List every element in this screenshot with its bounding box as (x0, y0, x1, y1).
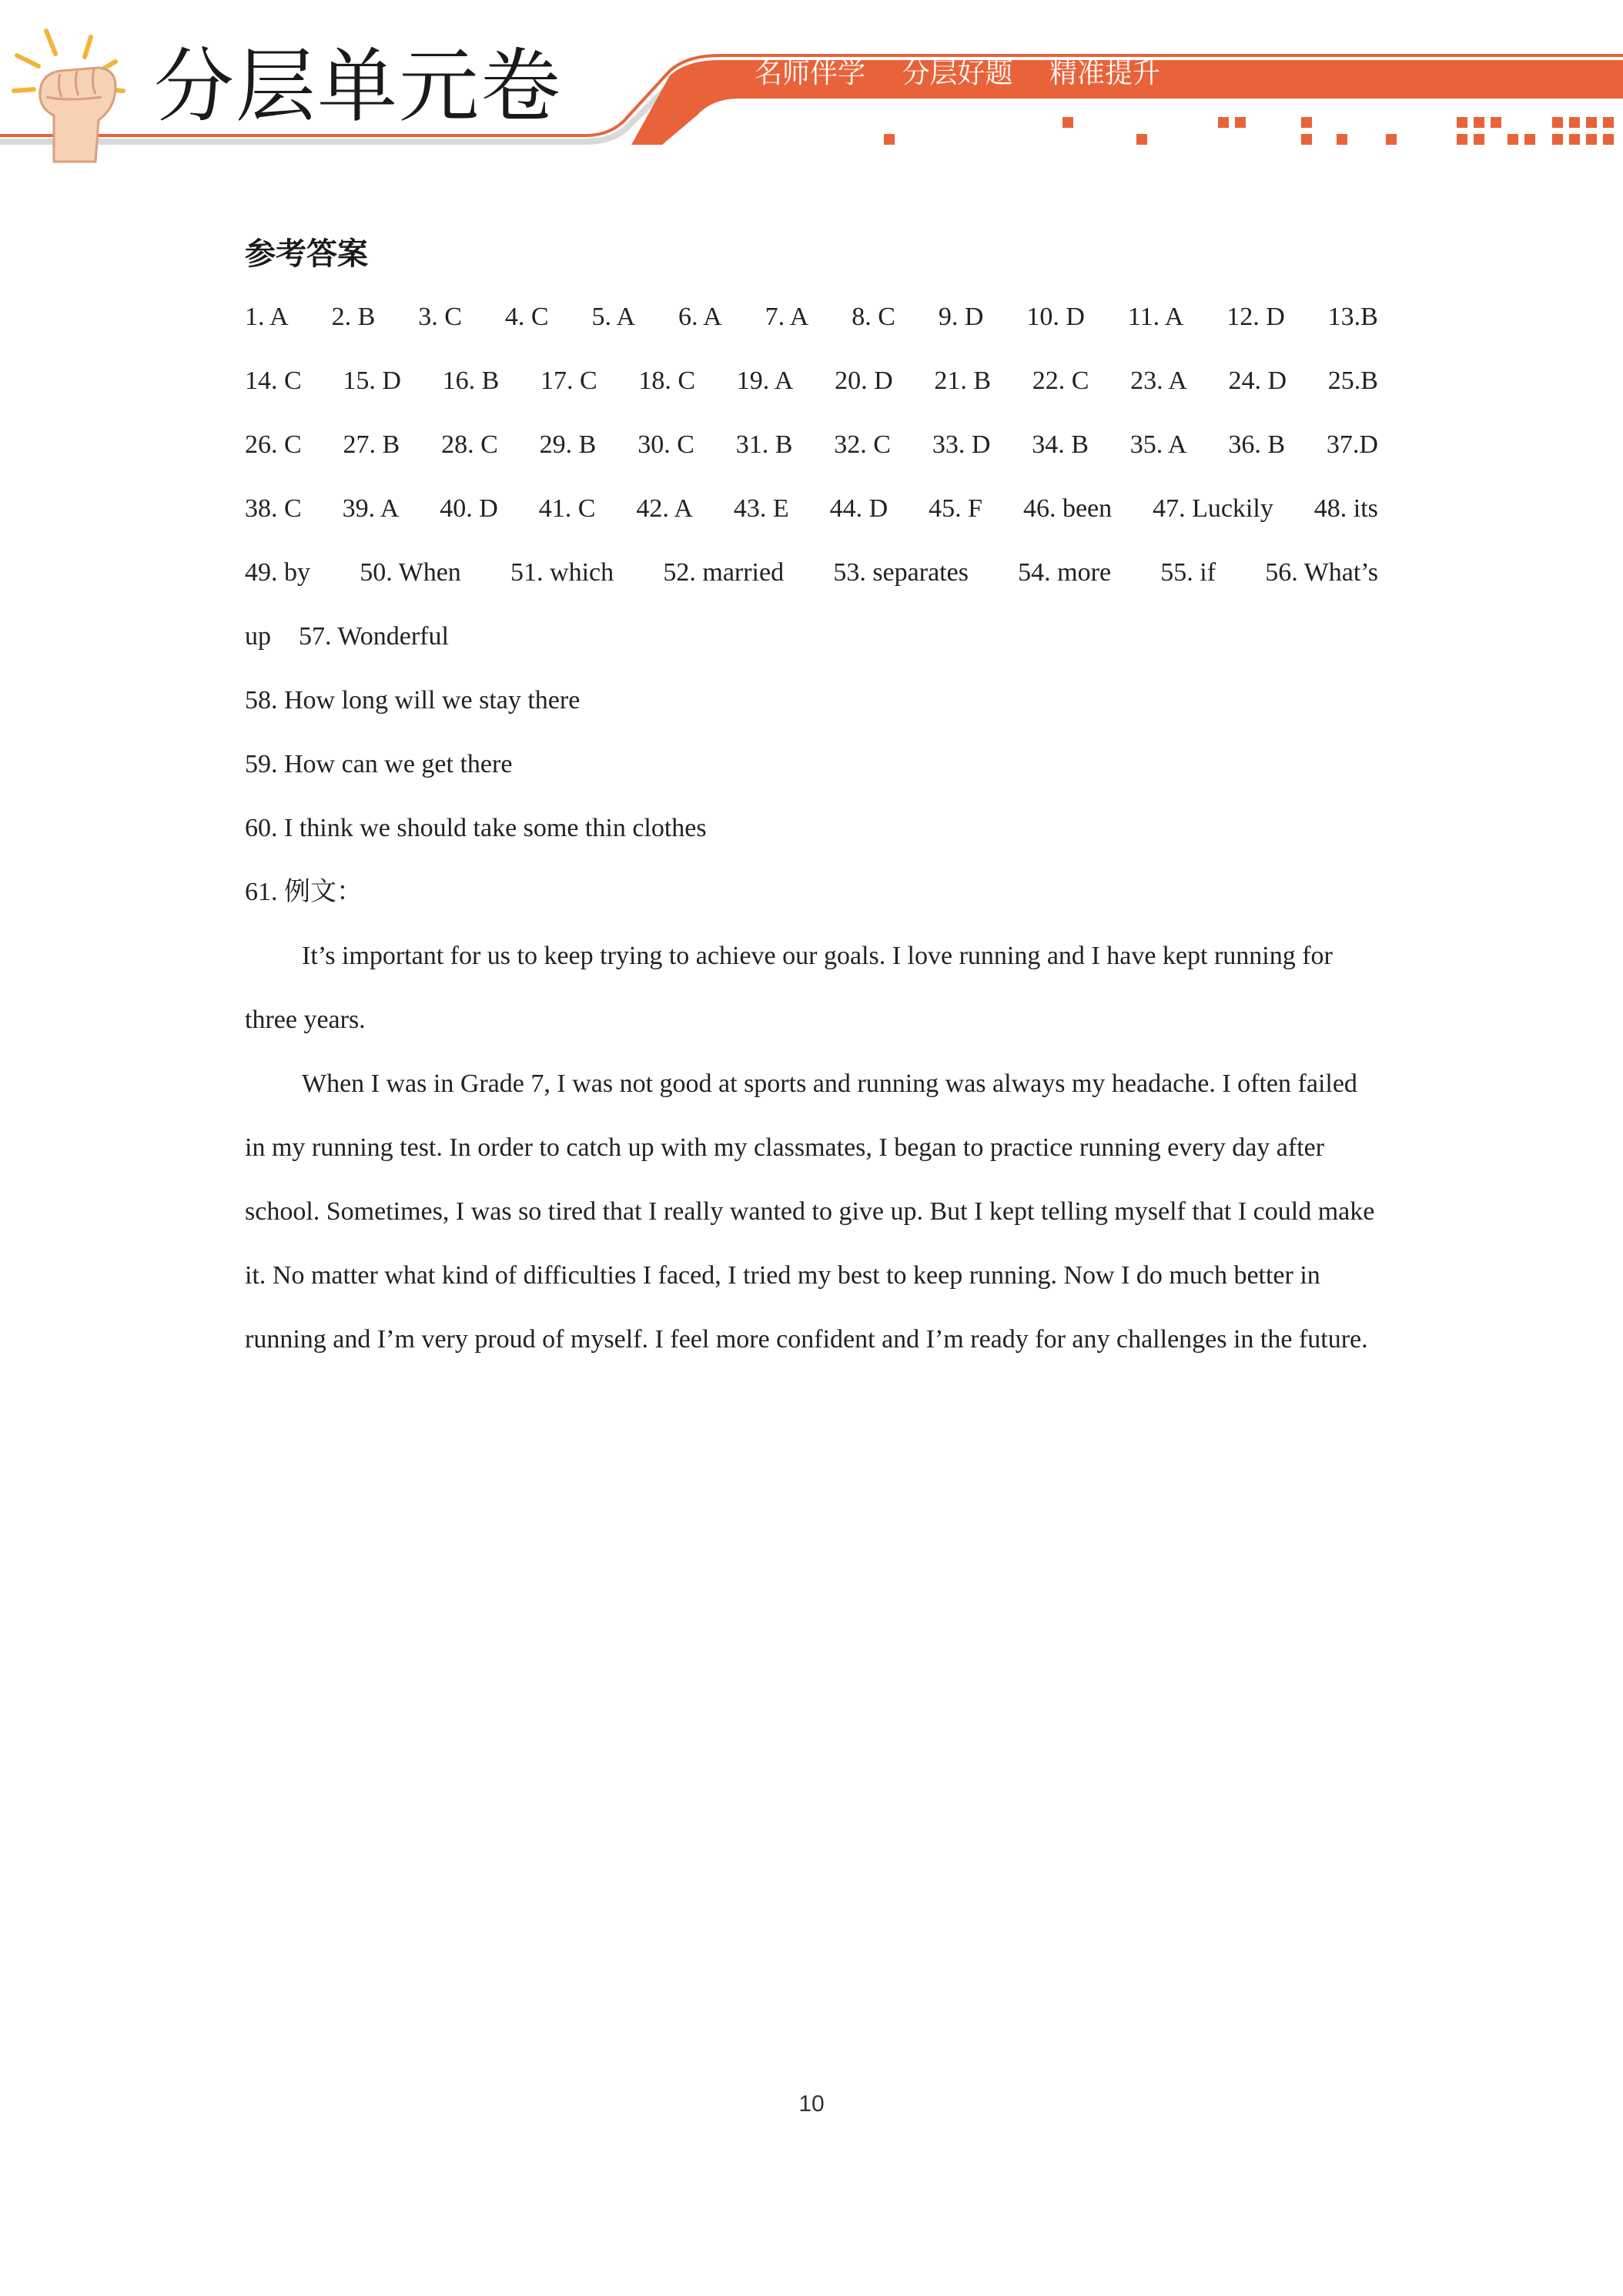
answer-item: 50. When (360, 558, 461, 587)
answer-item: 45. F (929, 494, 983, 523)
answer-item: 8. C (852, 303, 895, 331)
answer-row-5 (245, 541, 1378, 604)
answer-item: 4. C (504, 303, 549, 331)
page-number: 10 (798, 2091, 825, 2117)
answer-item: 55. if (1160, 558, 1216, 587)
slogan-3: 精准提升 (1049, 58, 1160, 89)
answer-item: 33. D (932, 430, 991, 459)
answer-row-4 (245, 477, 1378, 541)
answer-59: 59. How can we get there (245, 750, 513, 778)
essay-paragraph-2: When I was in Grade 7, I was not good at sports and running was always my headache. I often failed in my running test. In order to catch up with my classmates, I began to practice running every day after school. Sometimes, I was so tired that I really wanted to give up. But I kept telling myself that I could make it. No matter what kind of difficulties I faced, I tried my best to keep running. Now I do much better in running and I’m very proud of myself. I feel more confident and I’m ready for any challenges in the future. (245, 1069, 1375, 1354)
answer-item: 20. D (835, 366, 893, 395)
answer-item: 13.B (1327, 303, 1378, 331)
answer-item: 39. A (342, 494, 400, 523)
answer-item: 1. A (245, 303, 289, 331)
answer-row-3 (245, 413, 1378, 477)
answer-item: 52. married (663, 558, 785, 587)
answer-item: 25.B (1327, 366, 1378, 395)
answer-61-label: 61. 例文： (245, 878, 363, 906)
answer-item: 11. A (1127, 303, 1184, 331)
answer-item: 43. E (733, 494, 789, 523)
answer-item: 51. which (510, 558, 614, 587)
essay-paragraph-1: It’s important for us to keep trying to achieve our goals. I love running and I have kept running for three years. (245, 942, 1333, 1034)
answer-60: 60. I think we should take some thin clothes (245, 814, 707, 842)
answer-item: 7. A (765, 303, 809, 331)
answer-item: 28. C (441, 430, 498, 459)
answer-item: 31. B (735, 430, 793, 459)
answer-row-2 (245, 349, 1378, 413)
answer-item: 15. D (343, 366, 401, 395)
answer-item: 27. B (343, 430, 400, 459)
answer-item: 57. Wonderful (299, 622, 449, 651)
answer-item: 16. B (442, 366, 500, 395)
brand-title: 分层单元卷 (154, 39, 563, 133)
answer-item: 2. B (331, 303, 376, 331)
answer-item: 29. B (539, 430, 597, 459)
answer-item: 3. C (418, 303, 462, 331)
answer-row-6 (245, 604, 1378, 668)
answer-item: up (245, 622, 271, 651)
answer-item: 47. Luckily (1153, 494, 1273, 523)
answer-key-section (245, 231, 1378, 1371)
answer-item: 26. C (245, 430, 302, 459)
answer-item: 42. A (636, 494, 693, 523)
slogan-2: 分层好题 (902, 58, 1013, 89)
answer-item: 5. A (591, 303, 636, 331)
answer-item: 54. more (1018, 558, 1112, 587)
answer-item: 41. C (538, 494, 596, 523)
page-header (0, 0, 1623, 177)
answer-item: 10. D (1026, 303, 1085, 331)
slogan-1: 名师伴学 (755, 58, 866, 89)
answer-item: 9. D (938, 303, 984, 331)
answer-item: 21. B (934, 366, 992, 395)
answer-key-title: 参考答案 (245, 236, 368, 272)
answer-item: 40. D (440, 494, 498, 523)
answer-item: 34. B (1032, 430, 1089, 459)
answer-item: 24. D (1228, 366, 1287, 395)
answer-item: 44. D (829, 494, 888, 523)
answer-item: 35. A (1129, 430, 1187, 459)
decor-squares (884, 117, 1614, 145)
answer-item: 30. C (637, 430, 694, 459)
answer-item: 53. separates (833, 558, 969, 587)
answer-item: 37.D (1326, 430, 1378, 459)
header-slogan (755, 57, 1188, 91)
answer-item: 12. D (1226, 303, 1285, 331)
answer-item: 56. What’s (1265, 558, 1378, 587)
answer-item: 36. B (1228, 430, 1286, 459)
answer-item: 32. C (834, 430, 891, 459)
answer-item: 38. C (245, 494, 302, 523)
answer-row-1 (245, 285, 1378, 349)
answer-item: 18. C (638, 366, 696, 395)
answer-item: 6. A (678, 303, 722, 331)
answer-item: 23. A (1130, 366, 1187, 395)
answer-item: 46. been (1022, 494, 1113, 523)
answer-item: 14. C (245, 366, 302, 395)
answer-item: 49. by (245, 558, 310, 587)
answer-item: 22. C (1032, 366, 1089, 395)
answer-item: 17. C (540, 366, 597, 395)
answer-item: 19. A (736, 366, 794, 395)
answer-58: 58. How long will we stay there (245, 686, 581, 715)
answer-item: 48. its (1313, 494, 1378, 523)
